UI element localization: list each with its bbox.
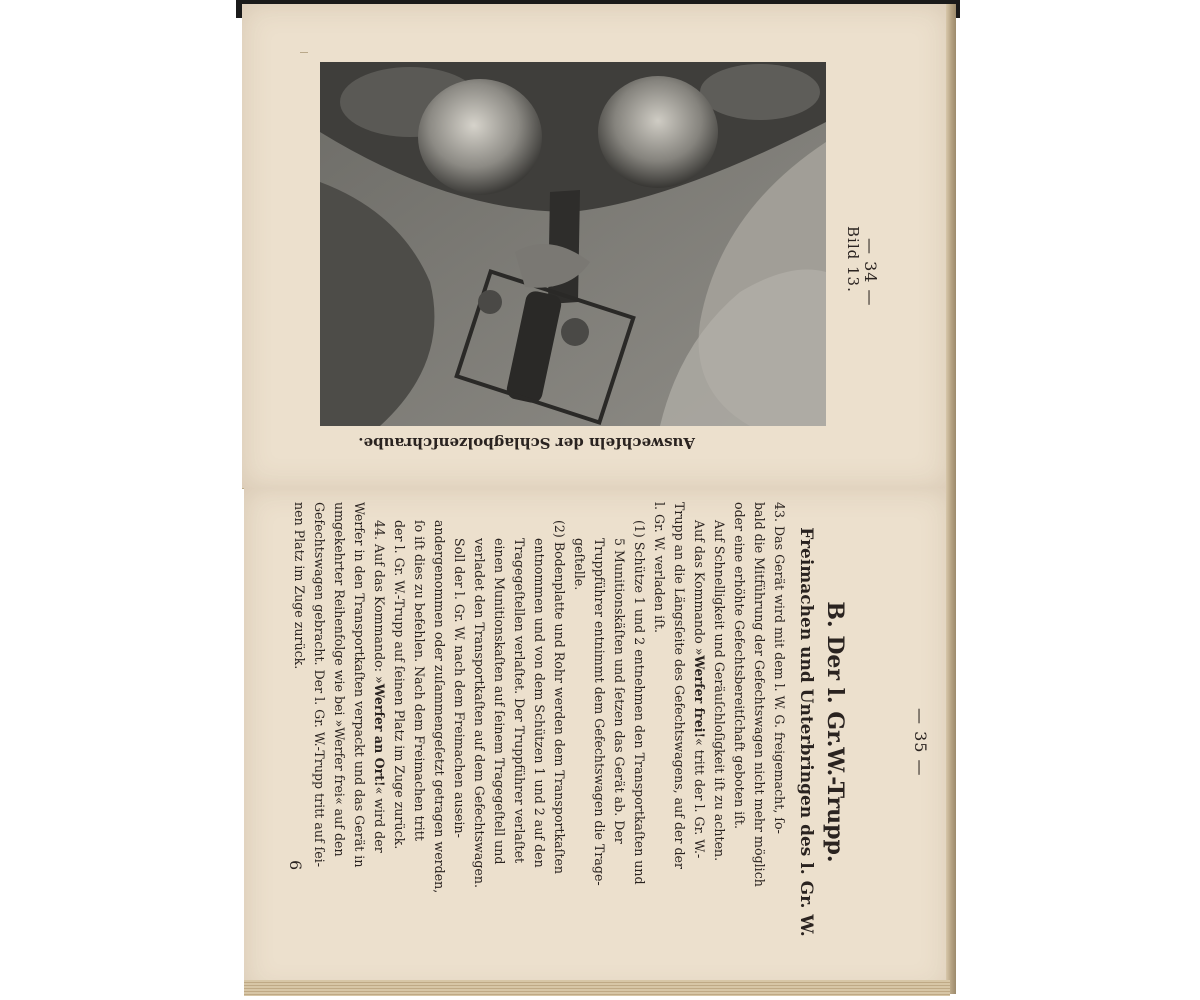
text-line: Gefechtswagen gebracht. Der l. Gr. W.-Trupp tritt auf ſei- (312, 502, 327, 868)
text-line: Trupp an die Längsſeite des Gefechtswagens, auf der der (672, 502, 687, 870)
text-run: Auf das Kommando » (692, 520, 707, 656)
page-stack-edge (244, 980, 950, 996)
text-line: Werfer in den Transportkaſten verpackt und das Gerät in (352, 502, 367, 868)
text-run: 44. Auf das Kommando: » (372, 520, 387, 684)
text-line: umgekehrter Reihenfolge wie bei »Werfer frei« auf den (332, 502, 347, 857)
figure-photo (320, 62, 826, 426)
text-line (370, 502, 388, 962)
section-heading: B. Der l. Gr.W.-Trupp. (822, 601, 848, 863)
text-line: bald die Mitführung der Gefechtswagen nicht mehr möglich (752, 502, 767, 887)
margin-tick (300, 52, 308, 53)
sub-heading: Freimachen und Unterbringen des l. Gr. W. (796, 527, 816, 937)
text-line: der l. Gr. W.-Trupp auf ſeinen Platz im Zuge zurück. (392, 520, 407, 850)
text-line: andergenommen oder zuſammengeſetzt getragen werden, (432, 520, 447, 894)
text-line: Tragegeſtellen verlaſtet. Der Truppführer verlaſtet (512, 538, 527, 864)
text-run: « tritt der l. Gr. W.- (692, 738, 707, 859)
text-line: Soll der l. Gr. W. nach dem Freimachen ausein- (452, 538, 467, 838)
text-line: entnommen und von dem Schützen 1 und 2 auf den (532, 538, 547, 868)
command-text: Werfer an Ort! (372, 683, 387, 787)
figure-label: Bild 13. (844, 226, 862, 293)
text-line: nen Platz im Zuge zurück. (292, 502, 307, 670)
page-number-35: — 35 — (911, 708, 930, 777)
text-line: verladet den Transportkaſten auf dem Gefechtswagen. (472, 538, 487, 888)
signature-mark: 6 (286, 860, 305, 872)
text-line: (1) Schütze 1 und 2 entnehmen den Transportkaſten und (632, 520, 647, 885)
book-edge (946, 4, 956, 994)
text-line: oder eine erhöhte Gefechtsbereitſchaft geboten iſt. (732, 502, 747, 829)
text-line: (2) Bodenplatte und Rohr werden dem Transportkaſten (552, 520, 567, 874)
figure-caption: Auswechſeln der Schlagbolzenſchraube. (358, 434, 695, 452)
body-text (292, 502, 848, 962)
text-line: geſtelle. (572, 538, 587, 591)
text-line: ſo iſt dies zu befehlen. Nach dem Freimachen tritt (412, 520, 427, 841)
page-number-34: — 34 — (861, 238, 880, 307)
text-line: 43. Das Gerät wird mit dem l. W. G. freigemacht, ſo- (772, 502, 787, 834)
text-line (690, 502, 708, 962)
text-run: « wird der (372, 786, 387, 853)
command-text: Werfer frei! (692, 655, 707, 739)
text-line: Truppführer entnimmt dem Gefechtswagen die Trage- (592, 538, 607, 886)
text-line: Auf Schnelligkeit und Geräuſchloſigkeit iſt zu achten. (712, 520, 727, 862)
text-line: einen Munitionskaſten auf ſeinem Tragegeſtell und (492, 538, 507, 865)
text-line: l. Gr. W. verladen iſt. (652, 502, 667, 633)
text-line: 5 Munitionskäſten und ſetzen das Gerät ab. Der (612, 538, 627, 844)
